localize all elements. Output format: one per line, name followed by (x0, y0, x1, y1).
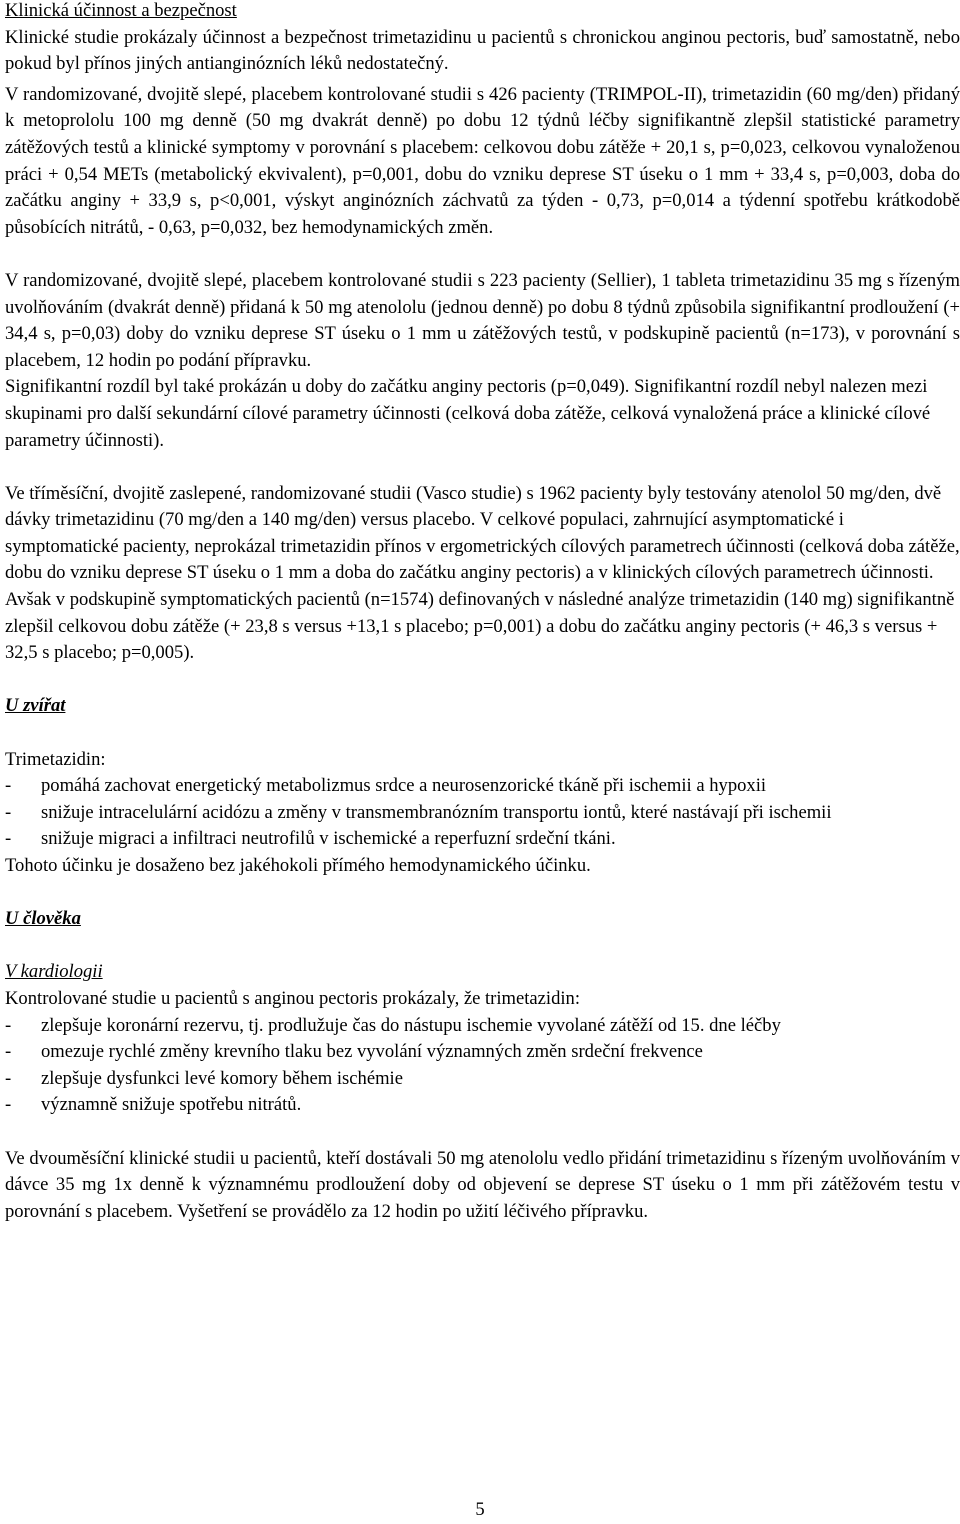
list-item (5, 1066, 960, 1093)
list-item (5, 773, 960, 800)
spacer (5, 241, 960, 268)
list-bullet: - (5, 1094, 12, 1116)
trimpol-paragraph: V randomizované, dvojitě slepé, placebem kontrolované studii s 426 pacienty (TRIMPOL-II), trimetazidin (60 mg/den) přidaný k metoprololu 100 mg denně (50 mg dvakrát denně) po dobu 12 týdnů léčby signifikantně zlepšil statistické parametry zátěžových testů a klinické symptomy v porovnání s placebem: celkovou dobu zátěže + 20,1 s, p=0,023, celkovou vynaloženou práci + 0,54 METs (metabolický ekvivalent), p=0,001, dobu do vzniku deprese ST úseku o 1 mm + 33,4 s, p=0,003, doba do začátku anginy + 33,9 s, p<0,001, výskyt anginózních záchvatů za týden - 0,73, p=0,014 a týdenní spotřebu krátkodobě působících nitrátů, - 0,63, p=0,032, bez hemodynamických změn. (5, 83, 960, 238)
list-bullet: - (5, 801, 12, 823)
heading-animals: U zvířat (5, 695, 66, 717)
list-bullet: - (5, 828, 12, 850)
spacer (5, 720, 960, 747)
intro-paragraph: Klinické studie prokázaly účinnost a bezpečnost trimetazidinu u pacientů s chronickou anginou pectoris, buď samostatně, nebo pokud byl přínos jiných antianginózních léků nedostatečný. (5, 26, 960, 75)
final-paragraph: Ve dvouměsíční klinické studii u pacientů, kteří dostávali 50 mg atenololu vedlo přidání trimetazidinu s řízeným uvolňováním v dávce 35 mg 1x denně k významnému prodloužení doby od objevení se deprese ST úseku o 1 mm při zátěžovém testu v porovnání s placebem. Vyšetření se provádělo za 12 hodin po užití léčivého přípravku. (5, 1147, 960, 1222)
list-item-text: významně snižuje spotřebu nitrátů. (41, 1094, 302, 1116)
section-title: Klinická účinnost a bezpečnost (5, 0, 237, 21)
page-number: 5 (475, 1499, 485, 1520)
list-item (5, 826, 960, 853)
list-item (5, 1039, 960, 1066)
spacer (5, 933, 960, 960)
list-item-text: snižuje migraci a infiltraci neutrofilů v ischemické a reperfuzní srdeční tkáni. (41, 828, 616, 850)
vasco-paragraph: Ve tříměsíční, dvojitě zaslepené, randomizované studii (Vasco studie) s 1962 pacienty byly testovány atenolol 50 mg/den, dvě dávky trimetazidinu (70 mg/den a 140 mg/den) versus placebo. V celkové populaci, zahrnující asymptomatické i symptomatické pacienty, neprokázal trimetazidin přínos v ergometrických cílových parametrech účinnosti (celková doba zátěže, dobu do vzniku deprese ST úseku o 1 mm a doba do začátku anginy pectoris) a v klinických cílových parametrech účinnosti. Avšak v podskupině symptomatických pacientů (n=1574) definovaných v následné analýze trimetazidin (140 mg) signifikantně zlepšil celkovou dobu zátěže (+ 23,8 s versus +13,1 s placebo; p=0,001) a dobu do začátku anginy pectoris (+ 46,3 s versus + 32,5 s placebo; p=0,005). (5, 482, 960, 664)
list-bullet: - (5, 1014, 12, 1036)
list-item-text: pomáhá zachovat energetický metabolizmus srdce a neurosenzorické tkáně při ischemii a hypoxii (41, 775, 767, 797)
trimetazidin-label: Trimetazidin: (5, 748, 106, 770)
sellier-paragraph: V randomizované, dvojitě slepé, placebem kontrolované studii s 223 pacienty (Sellier), 1 tableta trimetazidinu 35 mg s řízeným uvolňováním (dvakrát denně) přidaná k 50 mg atenololu (jednou denně) po dobu 8 týdnů způsobila signifikantní prodloužení (+ 34,4 s, p=0,03) doby do vzniku deprese ST úseku o 1 mm u zátěžových testů, v podskupině pacientů (n=173), v porovnání s placebem, 12 hodin po podání přípravku. (5, 269, 960, 371)
list-bullet: - (5, 1067, 12, 1089)
sellier-paragraph-2: Signifikantní rozdíl byl také prokázán u doby do začátku anginy pectoris (p=0,049). Signifikantní rozdíl nebyl nalezen mezi skupinami pro další sekundární cílové parametry účinnosti (celková doba zátěže, celková vynaložená práce a klinické cílové parametry účinnosti). (5, 376, 931, 451)
list-item (5, 1092, 960, 1119)
list-item (5, 800, 960, 827)
list-item (5, 1013, 960, 1040)
list-item-text: omezuje rychlé změny krevního tlaku bez vyvolání významných změn srdeční frekvence (41, 1041, 703, 1063)
list-bullet: - (5, 775, 12, 797)
animals-list (5, 773, 960, 853)
list-item-text: snižuje intracelulární acidózu a změny v transmembranózním transportu iontů, které nastávají při ischemii (41, 801, 832, 823)
subheading-cardiology: V kardiologii (5, 961, 103, 983)
cardiology-list (5, 1013, 960, 1119)
list-bullet: - (5, 1041, 12, 1063)
cardiology-intro: Kontrolované studie u pacientů s anginou pectoris prokázaly, že trimetazidin: (5, 987, 581, 1009)
animals-summary: Tohoto účinku je dosaženo bez jakéhokoli přímého hemodynamického účinku. (5, 855, 591, 876)
spacer (5, 880, 960, 907)
spacer (5, 1119, 960, 1146)
document-page (5, 0, 960, 1225)
spacer (5, 454, 960, 481)
list-item-text: zlepšuje koronární rezervu, tj. prodlužuje čas do nástupu ischemie vyvolané zátěží od 15. dne léčby (41, 1014, 781, 1036)
heading-human: U člověka (5, 908, 81, 930)
spacer (5, 667, 960, 694)
list-item-text: zlepšuje dysfunkci levé komory během ischémie (41, 1067, 403, 1089)
